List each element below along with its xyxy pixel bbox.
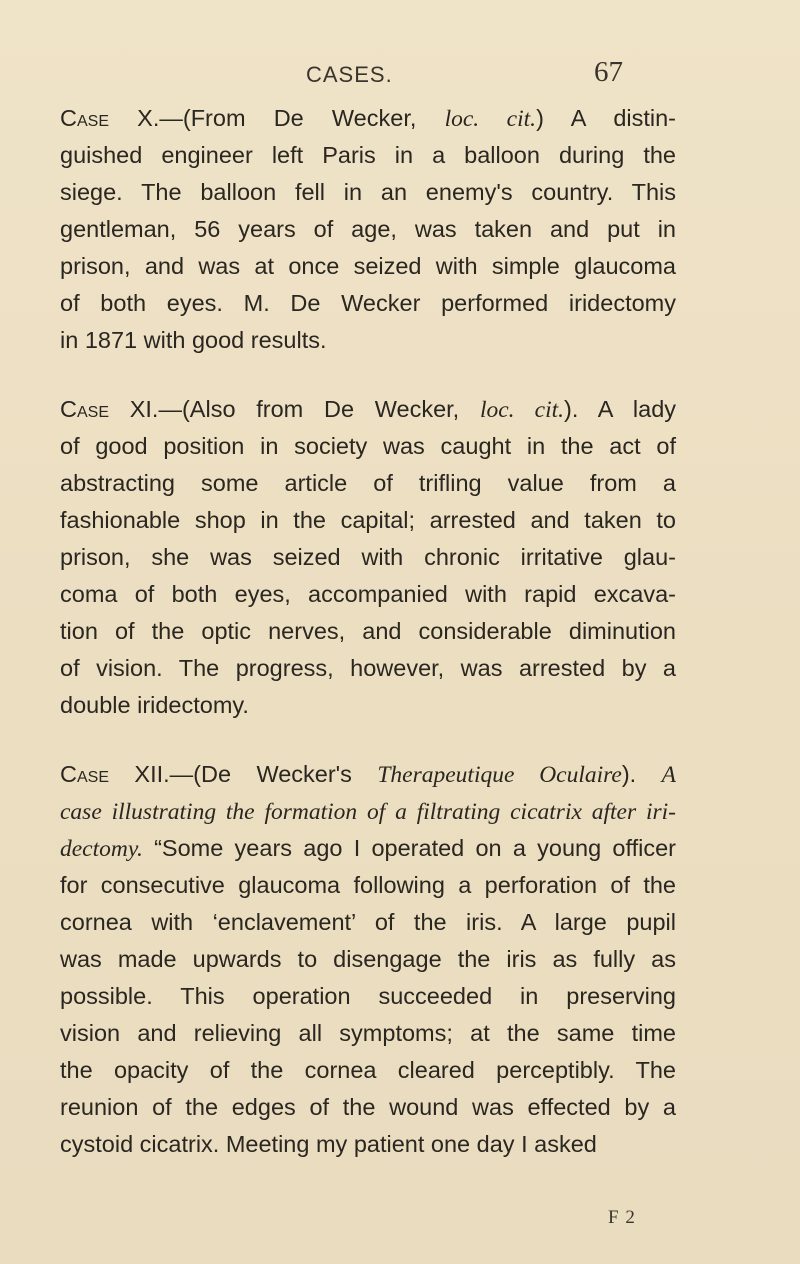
text-line: of good position in society was caught in the act of [60, 433, 676, 459]
italic-text: A [661, 762, 676, 788]
text-line: guished engineer left Paris in a balloon during the [60, 142, 676, 168]
text-line: vision and relieving all symptoms; at the same time [60, 1020, 676, 1046]
case-label: Case XII. [60, 761, 170, 787]
body-text [60, 100, 676, 1163]
paragraph-gap [60, 359, 676, 391]
italic-text: Therapeutique Oculaire [377, 762, 622, 788]
line-text: —(Also from De Wecker, [158, 396, 460, 422]
italic-text: loc. cit. [444, 106, 537, 132]
text-line: reunion of the edges of the wound was effected by a [60, 1094, 676, 1120]
text-line: in 1871 with good results. [60, 327, 327, 353]
text-line: of vision. The progress, however, was arrested by a [60, 655, 676, 681]
line-text: ). [621, 761, 662, 787]
text-line: cornea with ‘enclavement’ of the iris. A large pupil [60, 909, 676, 935]
text-line: prison, she was seized with chronic irritative glau- [60, 544, 676, 570]
line-text: —(From De Wecker, [159, 105, 417, 131]
text-line: double iridectomy. [60, 692, 249, 718]
page-number: 67 [594, 56, 623, 88]
case-label: Case X. [60, 105, 160, 131]
text-line: for consecutive glaucoma following a perforation of the [60, 872, 676, 898]
text-line: gentleman, 56 years of age, was taken and put in [60, 216, 676, 242]
italic-text: case illustrating the formation of a filtrating cicatrix after iri- [60, 799, 676, 825]
case-label: Case XI. [60, 396, 159, 422]
running-title: CASES. [306, 62, 393, 87]
text-line: fashionable shop in the capital; arrested and taken to [60, 507, 676, 533]
paragraph-gap [60, 724, 676, 756]
text-line: the opacity of the cornea cleared perceptibly. The [60, 1057, 676, 1083]
text-line [60, 391, 676, 428]
line-text: —(De Wecker's [169, 761, 352, 787]
text-line [60, 830, 676, 867]
text-line: prison, and was at once seized with simple glaucoma [60, 253, 676, 279]
text-line: of both eyes. M. De Wecker performed iridectomy [60, 290, 676, 316]
text-line: was made upwards to disengage the iris as fully as [60, 946, 676, 972]
italic-text: dectomy. [60, 836, 143, 862]
text-line: coma of both eyes, accompanied with rapid excava- [60, 581, 676, 607]
line-text: ) A distin- [536, 105, 677, 131]
running-head [0, 56, 800, 96]
text-line: possible. This operation succeeded in preserving [60, 983, 676, 1009]
text-line: cystoid cicatrix. Meeting my patient one day I asked [60, 1131, 597, 1157]
italic-text: loc. cit. [479, 397, 564, 423]
text-line: abstracting some article of trifling value from a [60, 470, 676, 496]
text-line [60, 793, 676, 830]
line-text: ). A lady [564, 396, 677, 422]
text-line: siege. The balloon fell in an enemy's country. This [60, 179, 676, 205]
text-line [60, 100, 676, 137]
text-line: tion of the optic nerves, and considerable diminution [60, 618, 676, 644]
line-text: “Some years ago I operated on a young officer [142, 835, 676, 861]
signature-mark: F 2 [608, 1207, 636, 1228]
text-line [60, 756, 676, 793]
